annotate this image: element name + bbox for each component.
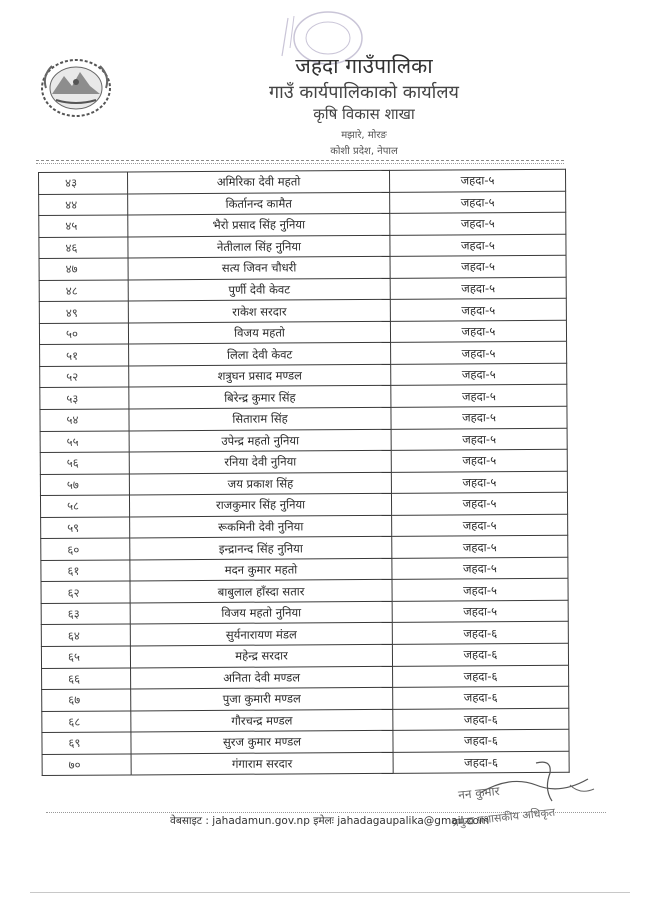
- row-ward: जहदा-६: [392, 622, 568, 645]
- row-ward: जहदा-५: [391, 428, 567, 451]
- row-number: ५२: [40, 366, 129, 388]
- row-ward: जहदा-६: [393, 708, 569, 731]
- row-name: शत्रुघन प्रसाद मण्डल: [129, 364, 391, 387]
- row-name: इन्द्रानन्द सिंह नुनिया: [130, 537, 392, 560]
- province-name: कोशी प्रदेश, नेपाल: [330, 146, 398, 157]
- row-number: ५१: [40, 344, 129, 366]
- row-ward: जहदा-५: [392, 536, 568, 559]
- table-row: [39, 191, 566, 216]
- row-ward: जहदा-५: [389, 169, 565, 192]
- table-row: [41, 622, 568, 647]
- row-name: राजकुमार सिंह नुनिया: [130, 494, 392, 517]
- table-row: [40, 406, 567, 431]
- row-name: गंगाराम सरदार: [131, 752, 393, 775]
- row-number: ६९: [42, 732, 131, 754]
- row-name: मदन कुमार महतो: [130, 558, 392, 581]
- header-divider-dotted: [36, 163, 564, 164]
- beneficiary-table: [38, 169, 570, 777]
- table-row: [42, 729, 569, 754]
- row-ward: जहदा-५: [390, 234, 566, 257]
- row-number: ५७: [40, 474, 129, 496]
- row-name: राकेश सरदार: [128, 300, 390, 323]
- table-row: [42, 665, 569, 690]
- row-ward: जहदा-५: [391, 449, 567, 472]
- row-ward: जहदा-५: [390, 212, 566, 235]
- table-row: [41, 557, 568, 582]
- row-name: नेतीलाल सिंह नुनिया: [128, 235, 390, 258]
- table-row: [40, 428, 567, 453]
- footer-divider: [46, 812, 606, 813]
- row-name: अनिता देवी मण्डल: [131, 666, 393, 689]
- row-name: सिताराम सिंह: [129, 407, 391, 430]
- row-number: ५५: [40, 431, 129, 453]
- table-row: [39, 320, 566, 345]
- row-name: पुर्णी देवी केवट: [128, 278, 390, 301]
- row-ward: जहदा-५: [390, 277, 566, 300]
- row-name: भैरो प्रसाद सिंह नुनिया: [128, 213, 390, 236]
- row-number: ५६: [40, 452, 129, 474]
- row-number: ४७: [39, 258, 128, 280]
- row-ward: जहदा-५: [391, 342, 567, 365]
- row-ward: जहदा-६: [392, 643, 568, 666]
- table-row: [41, 600, 568, 625]
- row-name: सत्य जिवन चौधरी: [128, 257, 390, 280]
- row-number: ४६: [39, 237, 128, 259]
- row-name: किर्तानन्द कामैत: [128, 192, 390, 215]
- row-name: उपेन्द्र महतो नुनिया: [129, 429, 391, 452]
- row-ward: जहदा-६: [393, 729, 569, 752]
- row-number: ६२: [41, 581, 130, 603]
- row-name: पुजा कुमारी मण्डल: [131, 687, 393, 710]
- row-number: ५९: [41, 517, 130, 539]
- table-row: [41, 579, 568, 604]
- table-row: [39, 255, 566, 280]
- row-name: सुर्यनारायण मंडल: [130, 623, 392, 646]
- row-number: ६८: [42, 711, 131, 733]
- row-name: लिला देवी केवट: [129, 343, 391, 366]
- row-ward: जहदा-५: [391, 471, 567, 494]
- row-ward: जहदा-५: [390, 255, 566, 278]
- table-row: [40, 471, 567, 496]
- row-ward: जहदा-५: [390, 320, 566, 343]
- row-ward: जहदा-५: [392, 514, 568, 537]
- office-location: मझारे, मोरङ: [341, 130, 387, 141]
- stamp-designation: प्रमुख प्रशासकीय अधिकृत: [451, 805, 556, 830]
- table-row: [42, 686, 569, 711]
- row-name: विजय महतो: [129, 321, 391, 344]
- footer-contact: वेबसाइट : jahadamun.gov.np इमेलः jahadagaupalika@gmail.com: [170, 815, 490, 827]
- municipality-title: जहदा गाउँपालिका: [295, 54, 433, 78]
- table-row: [40, 342, 567, 367]
- row-number: ४३: [39, 172, 128, 194]
- table-row: [41, 514, 568, 539]
- row-ward: जहदा-५: [392, 600, 568, 623]
- row-number: ६५: [41, 646, 130, 668]
- table-row: [39, 212, 566, 237]
- table-row: [39, 234, 566, 259]
- table-row: [41, 536, 568, 561]
- row-ward: जहदा-५: [391, 385, 567, 408]
- table-row: [40, 449, 567, 474]
- table-row: [41, 643, 568, 668]
- row-ward: जहदा-६: [392, 665, 568, 688]
- table-row: [39, 169, 566, 194]
- row-ward: जहदा-५: [391, 406, 567, 429]
- row-number: ६६: [42, 668, 131, 690]
- row-number: ५३: [40, 387, 129, 409]
- stamp-name: नन कुमार: [457, 783, 501, 803]
- row-number: ५०: [39, 323, 128, 345]
- row-number: ६३: [41, 603, 130, 625]
- row-number: ४८: [39, 280, 128, 302]
- row-ward: जहदा-६: [393, 686, 569, 709]
- row-number: ५४: [40, 409, 129, 431]
- row-name: रनिया देवी नुनिया: [129, 450, 391, 473]
- table-row: [39, 299, 566, 324]
- row-name: सुरज कुमार मण्डल: [131, 731, 393, 754]
- row-number: ७०: [42, 754, 131, 776]
- row-ward: जहदा-५: [390, 191, 566, 214]
- table-row: [40, 492, 567, 517]
- header-divider: [36, 160, 564, 161]
- row-number: ६०: [41, 538, 130, 560]
- row-ward: जहदा-६: [393, 751, 569, 774]
- row-name: अमिरिका देवी महतो: [128, 170, 390, 193]
- row-number: ६४: [41, 624, 130, 646]
- row-ward: जहदा-५: [390, 299, 566, 322]
- office-name: गाउँ कार्यपालिकाको कार्यालय: [269, 82, 459, 103]
- row-name: बिरेन्द्र कुमार सिंह: [129, 386, 391, 409]
- row-name: महेन्द्र सरदार: [130, 644, 392, 667]
- row-name: बाबुलाल हाँस्दा सतार: [130, 580, 392, 603]
- table-row: [40, 363, 567, 388]
- row-ward: जहदा-५: [391, 492, 567, 515]
- table-row: [39, 277, 566, 302]
- row-number: ४९: [39, 301, 128, 323]
- row-name: विजय महतो नुनिया: [130, 601, 392, 624]
- row-name: गौरचन्द्र मण्डल: [131, 709, 393, 732]
- row-ward: जहदा-५: [392, 579, 568, 602]
- row-ward: जहदा-५: [392, 557, 568, 580]
- branch-name: कृषि विकास शाखा: [313, 105, 415, 123]
- row-number: ५८: [40, 495, 129, 517]
- page-bottom-rule: [30, 892, 630, 893]
- row-number: ६७: [42, 689, 131, 711]
- row-number: ६१: [41, 560, 130, 582]
- table-row: [40, 385, 567, 410]
- row-name: रूकमिनी देवी नुनिया: [130, 515, 392, 538]
- row-number: ४४: [39, 193, 128, 215]
- row-name: जय प्रकाश सिंह: [129, 472, 391, 495]
- row-ward: जहदा-५: [391, 363, 567, 386]
- table-row: [42, 708, 569, 733]
- row-number: ४५: [39, 215, 128, 237]
